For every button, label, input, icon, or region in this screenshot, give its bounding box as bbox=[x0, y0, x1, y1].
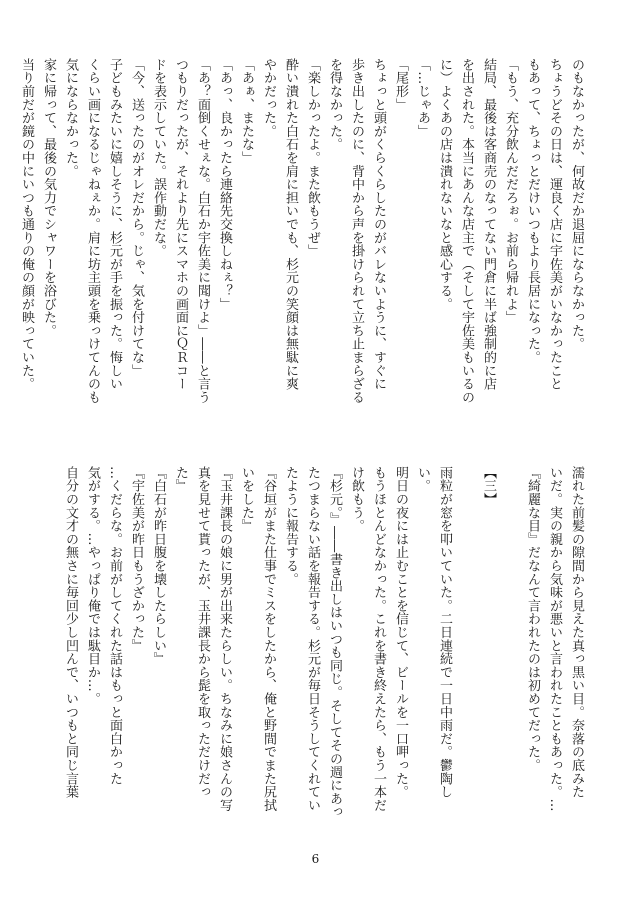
text-line: もあって、ちょっとだけいつもより長居になった。 bbox=[525, 58, 540, 364]
text-line: やかだった。 bbox=[261, 58, 276, 138]
text-line: 自分の文才の無さに毎回少し凹んで、いつもと同じ言葉 bbox=[63, 466, 78, 799]
text-line: ちょうどその日は、運良く店に宇佐美がいなかったこと bbox=[547, 58, 562, 391]
text-line: い。 bbox=[415, 466, 430, 493]
text-line: 『杉元。』――書き出しはいつも同じ。そしてその週にあっ bbox=[327, 466, 342, 819]
text-line: 子どもみたいに嬉しそうに、杉元が手を振った。悔しい bbox=[107, 58, 122, 391]
text-line: 『玉井課長の娘に男が出来たらしい。ちなみに娘さんの写 bbox=[217, 466, 232, 812]
text-line: たつまらない話を報告する。杉元が毎日そうしてくれてい bbox=[305, 466, 320, 812]
text-line: 結局、最後は客商売のなってない門倉に半ば強制的に店 bbox=[481, 58, 496, 391]
text-line: を得なかった。 bbox=[327, 58, 342, 152]
text-line: に）よくあの店は潰れないなと感心する。 bbox=[437, 58, 452, 311]
text-line: いをした』 bbox=[239, 466, 254, 533]
text-line: ドを表示していた。誤作動だな。 bbox=[151, 58, 166, 258]
text-block-top bbox=[19, 58, 587, 448]
text-line: 真を見せて貰ったが、玉井課長から髭を取っただけだっ bbox=[195, 466, 210, 799]
text-line: 【三】 bbox=[481, 466, 496, 506]
text-line: 気がする。…やっぱり俺では駄目か…。 bbox=[85, 466, 100, 706]
text-line: 当り前だが鏡の中にいつも通りの俺の顔が映っていた。 bbox=[19, 58, 34, 391]
text-line: 『宇佐美が昨日もうざかった』 bbox=[129, 466, 144, 653]
text-line: 「あぁ、またな」 bbox=[239, 58, 254, 165]
text-line: 家に帰って、最後の気力でシャワーを浴びた。 bbox=[41, 58, 56, 338]
text-line: 歩き出したのに、背中から声を掛けられて立ち止まらざる bbox=[349, 58, 364, 404]
page-number: 6 bbox=[311, 852, 320, 866]
text-line: 濡れた前髪の隙間から見えた真っ黒い目。奈落の底みた bbox=[569, 466, 584, 799]
text-line: 「…じゃあ」 bbox=[415, 58, 430, 138]
text-line: 明日の夜には止むことを信じて、ビールを一口呷った。 bbox=[393, 466, 408, 799]
text-line: つもりだったが、それより先にスマホの画面にＱＲコー bbox=[173, 58, 188, 391]
text-line: ちょっと頭がくらくらしたのがバレないように、すぐに bbox=[371, 58, 386, 391]
text-line: 雨粒が窓を叩いていた。二日連続で一日中雨だ。鬱陶し bbox=[437, 466, 452, 799]
text-line: 気にならなかった。 bbox=[63, 58, 78, 178]
text-line: 「今、送ったのがオレだから。じゃ、気を付けてな」 bbox=[129, 58, 144, 378]
text-line: 「尾形」 bbox=[393, 58, 408, 112]
text-line: 『谷垣がまた仕事でミスをしたから、俺と野間でまた尻拭 bbox=[261, 466, 276, 812]
text-line bbox=[455, 466, 477, 856]
text-line: を出された。本当にあんな店主で（そして宇佐美もいるの bbox=[459, 58, 474, 404]
text-line: 「あ？面倒くせぇな。白石か宇佐美に聞けよ」――と言う bbox=[195, 58, 210, 404]
text-line: くらい画になるじゃねぇか。肩に坊主頭を乗っけてんのも bbox=[85, 58, 100, 404]
text-block-bottom bbox=[39, 466, 587, 856]
text-line: もうほとんどなかった。これを書き終えたら、もう一本だ bbox=[371, 466, 386, 812]
text-line: 『綺麗な目』だなんて言われたのは初めてだった。 bbox=[525, 466, 540, 772]
text-line: たように報告する。 bbox=[283, 466, 298, 586]
text-line: た』 bbox=[173, 466, 188, 493]
text-line: 「あっ、良かったら連絡先交換しねぇ？」 bbox=[217, 58, 232, 311]
text-line: け飲もう。 bbox=[349, 466, 364, 533]
text-line: 『白石が昨日腹を壊したらしい』 bbox=[151, 466, 166, 666]
text-line: 「楽しかったよ。また飲もうぜ」 bbox=[305, 58, 320, 258]
text-line: のもなかったが、何故だか退屈にならなかった。 bbox=[569, 58, 584, 351]
text-line: 酔い潰れた白石を肩に担いでも、杉元の笑顔は無駄に爽 bbox=[283, 58, 298, 391]
text-line: 「もう、充分飲んだだろぉ。お前ら帰れよ」 bbox=[503, 58, 518, 324]
text-line: …くだらな。お前がしてくれた話はもっと面白かった bbox=[107, 466, 122, 786]
text-line: いだ。実の親から気味が悪いと言われたこともあった。… bbox=[547, 466, 562, 812]
text-line bbox=[499, 466, 521, 856]
